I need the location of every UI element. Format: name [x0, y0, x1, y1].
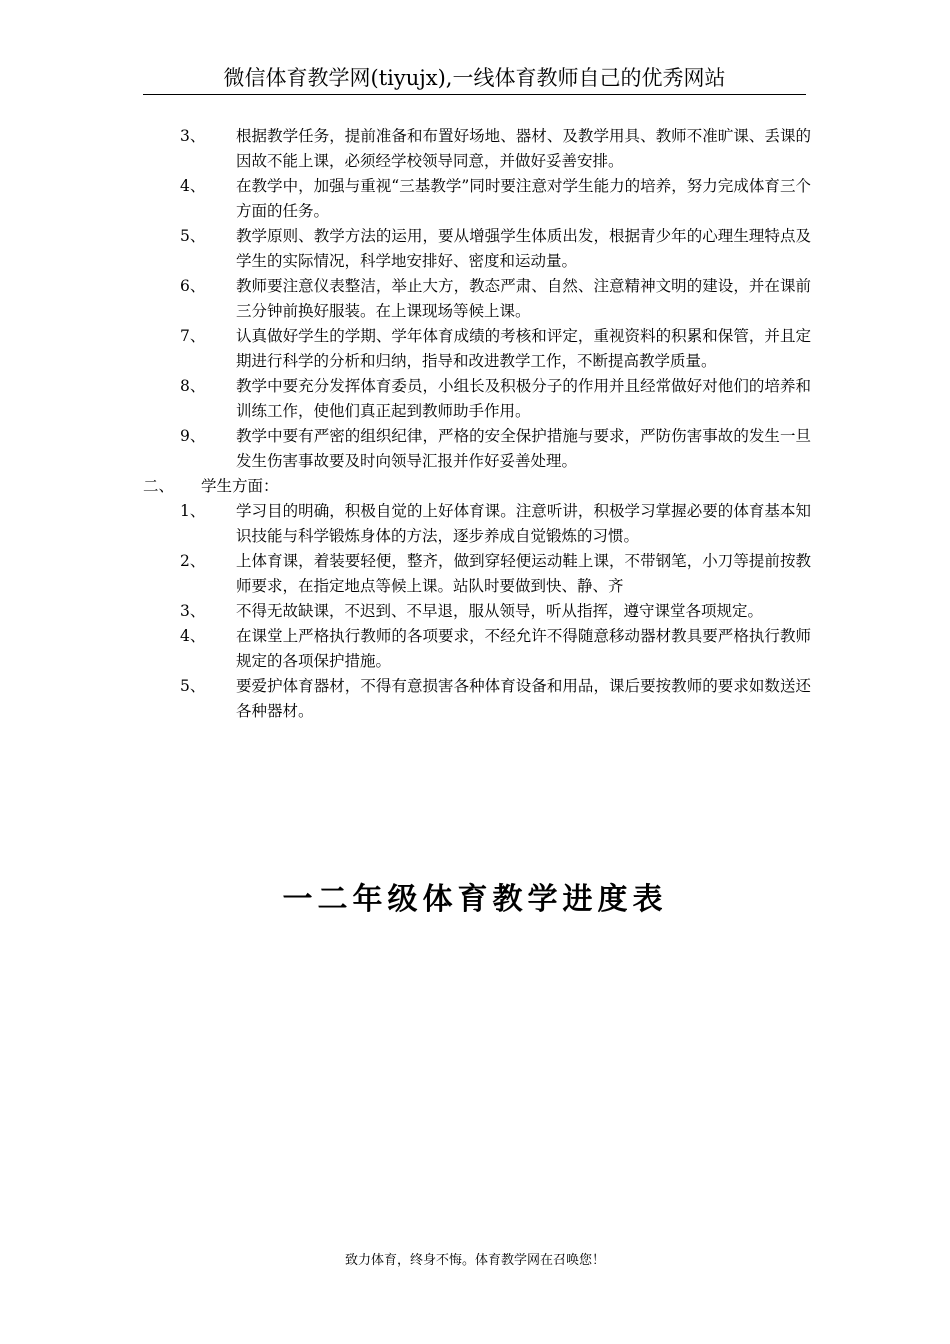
- section-heading: [143, 474, 811, 499]
- item-text: 在课堂上严格执行教师的各项要求，不经允许不得随意移动器材教具要严格执行教师规定的各项保护措施。: [236, 627, 811, 670]
- item-text: 认真做好学生的学期、学年体育成绩的考核和评定，重视资料的积累和保管，并且定期进行科学的分析和归纳，指导和改进教学工作，不断提高教学质量。: [236, 327, 811, 370]
- item-number: 9、: [180, 427, 206, 445]
- item-text: 教学中要充分发挥体育委员，小组长及积极分子的作用并且经常做好对他们的培养和训练工作，使他们真正起到教师助手作用。: [236, 377, 811, 420]
- list-item: [143, 549, 811, 599]
- page-footer: 致力体育，终身不悔。体育教学网在召唤您！: [344, 1253, 605, 1268]
- list-item: [143, 499, 811, 549]
- item-number: 3、: [180, 127, 206, 145]
- page-header: 微信体育教学网(tiyujx),一线体育教师自己的优秀网站: [143, 62, 806, 95]
- section-label: 学生方面：: [201, 477, 279, 495]
- item-number: 5、: [180, 227, 206, 245]
- list-item: [143, 324, 811, 374]
- item-number: 4、: [180, 177, 206, 195]
- item-text: 根据教学任务，提前准备和布置好场地、器材、及教学用具、教师不准旷课、丢课的因故不能上课，必须经学校领导同意，并做好妥善安排。: [236, 127, 811, 170]
- item-number: 6、: [180, 277, 206, 295]
- list-item: [143, 624, 811, 674]
- section-number: 二、: [143, 477, 175, 495]
- list-item: [143, 174, 811, 224]
- list-item: [143, 274, 811, 324]
- list-item: [143, 124, 811, 174]
- list-item: [143, 599, 811, 624]
- item-number: 7、: [180, 327, 206, 345]
- item-text: 学习目的明确，积极自觉的上好体育课。注意听讲，积极学习掌握必要的体育基本知识技能与科学锻炼身体的方法，逐步养成自觉锻炼的习惯。: [236, 502, 811, 545]
- item-text: 不得无故缺课，不迟到、不早退，服从领导，听从指挥，遵守课堂各项规定。: [236, 602, 764, 620]
- item-text: 教师要注意仪表整洁，举止大方，教态严肃、自然、注意精神文明的建设，并在课前三分钟前换好服装。在上课现场等候上课。: [236, 277, 811, 320]
- item-number: 5、: [180, 677, 206, 695]
- item-text: 在教学中，加强与重视“三基教学”同时要注意对学生能力的培养，努力完成体育三个方面的任务。: [236, 177, 811, 220]
- list-item: [143, 674, 811, 724]
- item-number: 3、: [180, 602, 206, 620]
- document-title: 一二年级体育教学进度表: [282, 882, 668, 917]
- list-item: [143, 424, 811, 474]
- item-number: 1、: [180, 502, 206, 520]
- item-text: 教学中要有严密的组织纪律，严格的安全保护措施与要求，严防伤害事故的发生一旦发生伤害事故要及时向领导汇报并作好妥善处理。: [236, 427, 811, 470]
- item-text: 上体育课，着装要轻便，整齐，做到穿轻便运动鞋上课，不带钢笔，小刀等提前按教师要求，在指定地点等候上课。站队时要做到快、静、齐: [236, 552, 811, 595]
- list-item: [143, 374, 811, 424]
- item-number: 2、: [180, 552, 206, 570]
- item-text: 教学原则、教学方法的运用，要从增强学生体质出发，根据青少年的心理生理特点及学生的实际情况，科学地安排好、密度和运动量。: [236, 227, 811, 270]
- item-text: 要爱护体育器材，不得有意损害各种体育设备和用品，课后要按教师的要求如数送还各种器材。: [236, 677, 811, 720]
- list-item: [143, 224, 811, 274]
- rules-list: [143, 124, 811, 724]
- item-number: 8、: [180, 377, 206, 395]
- item-number: 4、: [180, 627, 206, 645]
